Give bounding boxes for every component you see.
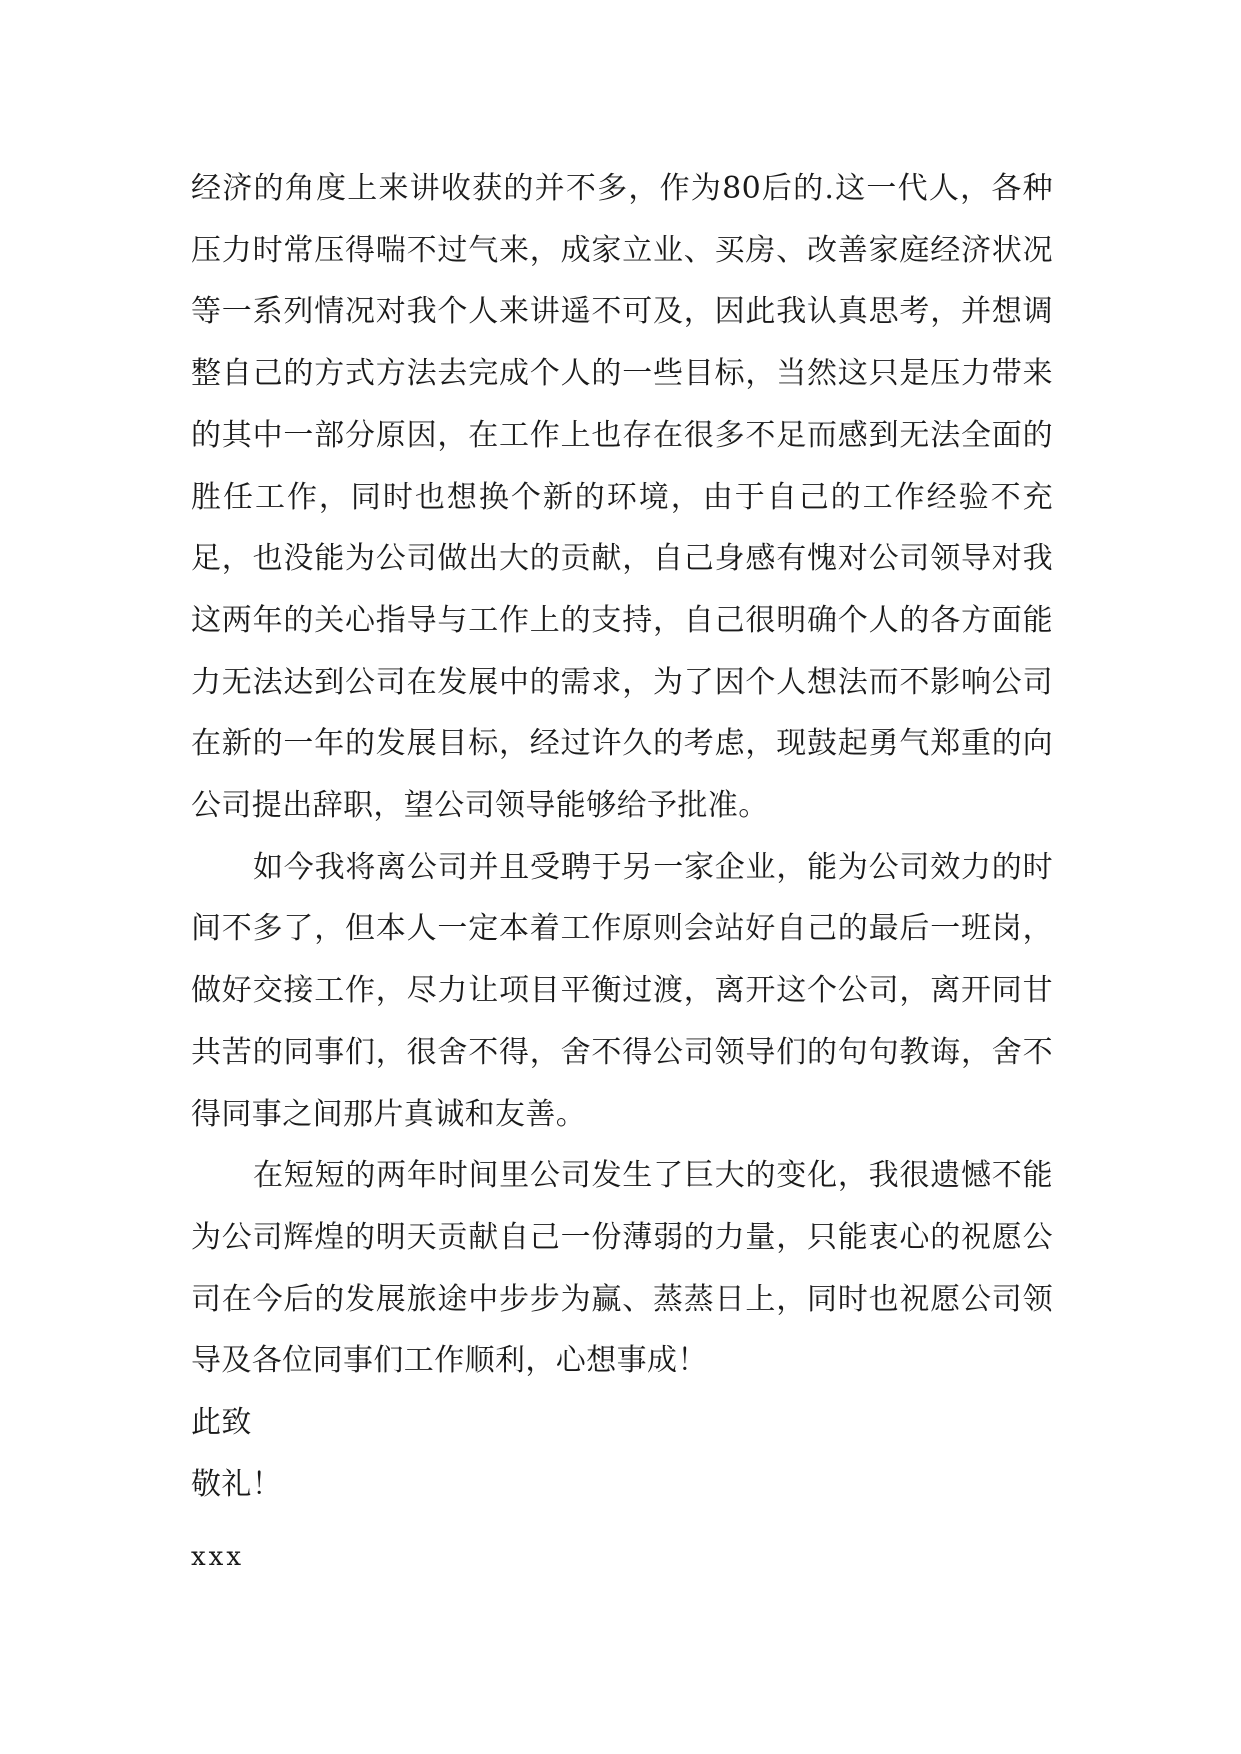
closing-salutation: 此致	[191, 1405, 252, 1441]
paragraph-leaving: 如今我将离公司并且受聘于另一家企业，能为公司效力的时间不多了，但本人一定本着工作原则会站好自己的最后一班岗，做好交接工作，尽力让项目平衡过渡，离开这个公司，离开同甘共苦的同事们，很舍不得，舍不得公司领导们的句句教诲，舍不得同事之间那片真诚和友善。	[191, 849, 1053, 1132]
letter-body	[191, 158, 1053, 1589]
closing-regards: 敬礼！	[191, 1466, 283, 1502]
paragraph-continuation: 经济的角度上来讲收获的并不多，作为80后的.这一代人，各种压力时常压得喘不过气来，成家立业、买房、改善家庭经济状况等一系列情况对我个人来讲遥不可及，因此我认真思考，并想调整自己的方式方法去完成个人的一些目标，当然这只是压力带来的其中一部分原因，在工作上也存在很多不足而感到无法全面的胜任工作，同时也想换个新的环境，由于自己的工作经验不充足，也没能为公司做出大的贡献，自己身感有愧对公司领导对我这两年的关心指导与工作上的支持，自己很明确个人的各方面能力无法达到公司在发展中的需求，为了因个人想法而不影响公司在新的一年的发展目标，经过许久的考虑，现鼓起勇气郑重的向公司提出辞职，望公司领导能够给予批准。	[191, 171, 1053, 824]
signature: xxx	[191, 1542, 244, 1573]
paragraph-wishes: 在短短的两年时间里公司发生了巨大的变化，我很遗憾不能为公司辉煌的明天贡献自己一份薄弱的力量，只能衷心的祝愿公司在今后的发展旅途中步步为赢、蒸蒸日上，同时也祝愿公司领导及各位同事们工作顺利，心想事成！	[191, 1158, 1053, 1379]
